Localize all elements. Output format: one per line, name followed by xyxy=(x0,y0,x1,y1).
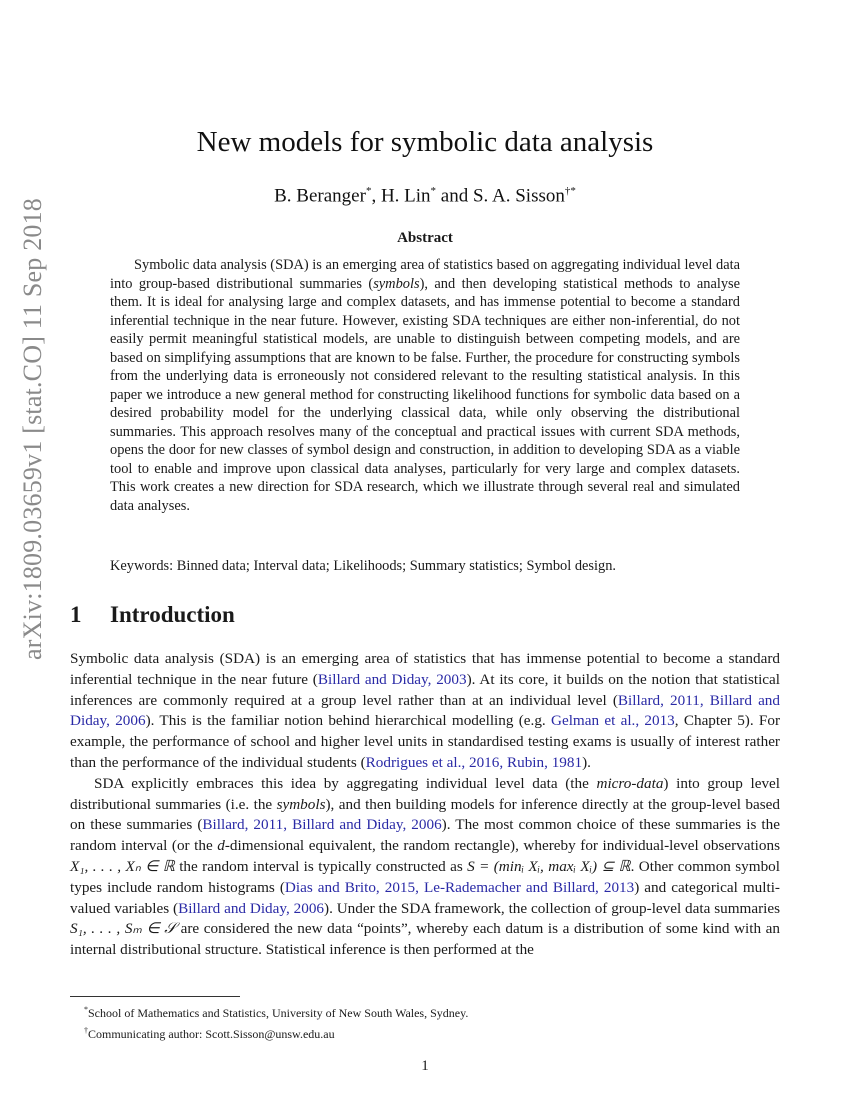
citation-link[interactable]: Le-Rademacher and Billard, 2013 xyxy=(423,878,635,896)
footnote-divider xyxy=(70,996,240,997)
introduction-body xyxy=(70,649,780,961)
author-affiliation-mark: * xyxy=(365,185,372,197)
citation-link[interactable]: Rubin, 1981 xyxy=(506,753,583,771)
math-inline: d xyxy=(217,837,225,855)
abstract-text: Symbolic data analysis (SDA) is an emerging area of statistics based on aggregating individual level data into group-based distributional summaries (symbols), and then developing statistical methods to analyse them. It is ideal for analysing large and complex datasets, and has immense potential to become a standard inferential technique in the near future. However, existing SDA techniques are either non-inferential, do not easily permit meaningful statistical models, are unable to distinguish between competing models, and are based on simplifying assumptions that are known to be false. Further, the procedure for constructing symbols from the underlying data is erroneously not considered relevant to the resulting statistical analysis. In this paper we introduce a new general method for constructing likelihood functions for symbolic data based on a desired probability model for the underlying classical data, while only observing the distributional summaries. This approach resolves many of the conceptual and practical issues with current SDA methods, opens the door for new classes of symbol design and construction, in addition to developing SDA as a viable tool to enable and improve upon classical data analyses, particularly for very large and complex datasets. This work creates a new direction for SDA research, which we illustrate through several real and simulated data analyses. xyxy=(110,257,741,514)
citation-link[interactable]: Billard, 2011 xyxy=(617,691,700,709)
author-list: B. Beranger*, H. Lin* and S. A. Sisson†* xyxy=(274,185,576,207)
math-inline: S₁, . . . , Sₘ ∈ 𝒮 xyxy=(70,920,177,938)
abstract-heading: Abstract xyxy=(397,230,453,246)
paragraph: SDA explicitly embraces this idea by aggregating individual level data (the micro-data) into group level distributional summaries (i.e. the symbols), and then building models for inference directly at the group-level based on these summaries (Billard, 2011, Billard and Diday, 2006). The most common choice of these summaries is the random interval (or the d-dimensional equivalent, the random rectangle), whereby for individual-level observations X₁, . . . , Xₙ ∈ ℝ the random interval is typically constructed as S = (minᵢ Xᵢ, maxᵢ Xᵢ) ⊆ ℝ. Other common symbol types include random histograms (Dias and Brito, 2015, Le-Rademacher and Billard, 2013) and categorical multi-valued variables (Billard and Diday, 2006). Under the SDA framework, the collection of group-level data summaries S₁, . . . , Sₘ ∈ 𝒮 are considered the new data “points”, whereby each datum is a distribution of some kind with an internal distributional structure. Statistical inference is then performed at the xyxy=(70,774,781,959)
citation-link[interactable]: Billard, 2011 xyxy=(202,816,284,834)
arxiv-stamp-text: arXiv:1809.03659v1 [stat.CO] 11 Sep 2018 xyxy=(18,198,47,660)
author-beranger: B. Beranger xyxy=(274,185,366,207)
citation-link[interactable]: Billard and Diday, 2003 xyxy=(317,670,467,688)
emphasis: symbols xyxy=(276,795,326,813)
emphasis: micro-data xyxy=(596,774,664,792)
citation-link[interactable]: Gelman et al., 2013 xyxy=(551,712,675,730)
footnotes xyxy=(84,1001,784,1043)
math-inline: S = (minᵢ Xᵢ, maxᵢ Xᵢ) ⊆ ℝ xyxy=(467,857,631,875)
author-sisson: S. A. Sisson xyxy=(472,185,565,207)
math-inline: X₁, . . . , Xₙ ∈ ℝ xyxy=(70,857,175,875)
paragraph: Symbolic data analysis (SDA) is an emerging area of statistics that has immense potential to become a standard inferential technique in the near future (Billard and Diday, 2003). At its core, it builds on the notion that statistical inferences are commonly required at a group level rather than at an individual level (Billard, 2011, Billard and Diday, 2006). This is the familiar notion behind hierarchical modelling (e.g. Gelman et al., 2013, Chapter 5). For example, the performance of school and higher level units in standardised testing exams is usually of interest rather than the performance of the individual students (Rodrigues et al., 2016, Rubin, 1981). xyxy=(70,650,781,771)
emphasis: symbols xyxy=(373,275,420,292)
paper-title: New models for symbolic data analysis xyxy=(196,126,654,158)
page-number: 1 xyxy=(421,1058,429,1074)
footnote-corresponding-author: †Communicating author: Scott.Sisson@unsw.edu.au xyxy=(84,1026,335,1041)
citation-link[interactable]: Billard and Diday, 2006 xyxy=(70,691,780,730)
citation-link[interactable]: Billard and Diday, 2006 xyxy=(292,816,442,834)
citation-link[interactable]: Billard and Diday, 2006 xyxy=(178,899,325,917)
author-affiliation-mark: †* xyxy=(564,185,576,197)
section-number: 1 xyxy=(70,602,82,627)
keywords: Keywords: Binned data; Interval data; Likelihoods; Summary statistics; Symbol design. xyxy=(110,558,616,574)
section-title: Introduction xyxy=(110,602,235,627)
author-affiliation-mark: * xyxy=(430,185,437,197)
citation-link[interactable]: Dias and Brito, 2015 xyxy=(284,878,416,896)
author-lin: H. Lin xyxy=(380,185,431,207)
section-heading xyxy=(70,602,235,628)
footnote-affiliation: *School of Mathematics and Statistics, University of New South Wales, Sydney. xyxy=(84,1005,469,1020)
citation-link[interactable]: Rodrigues et al., 2016 xyxy=(365,753,500,771)
